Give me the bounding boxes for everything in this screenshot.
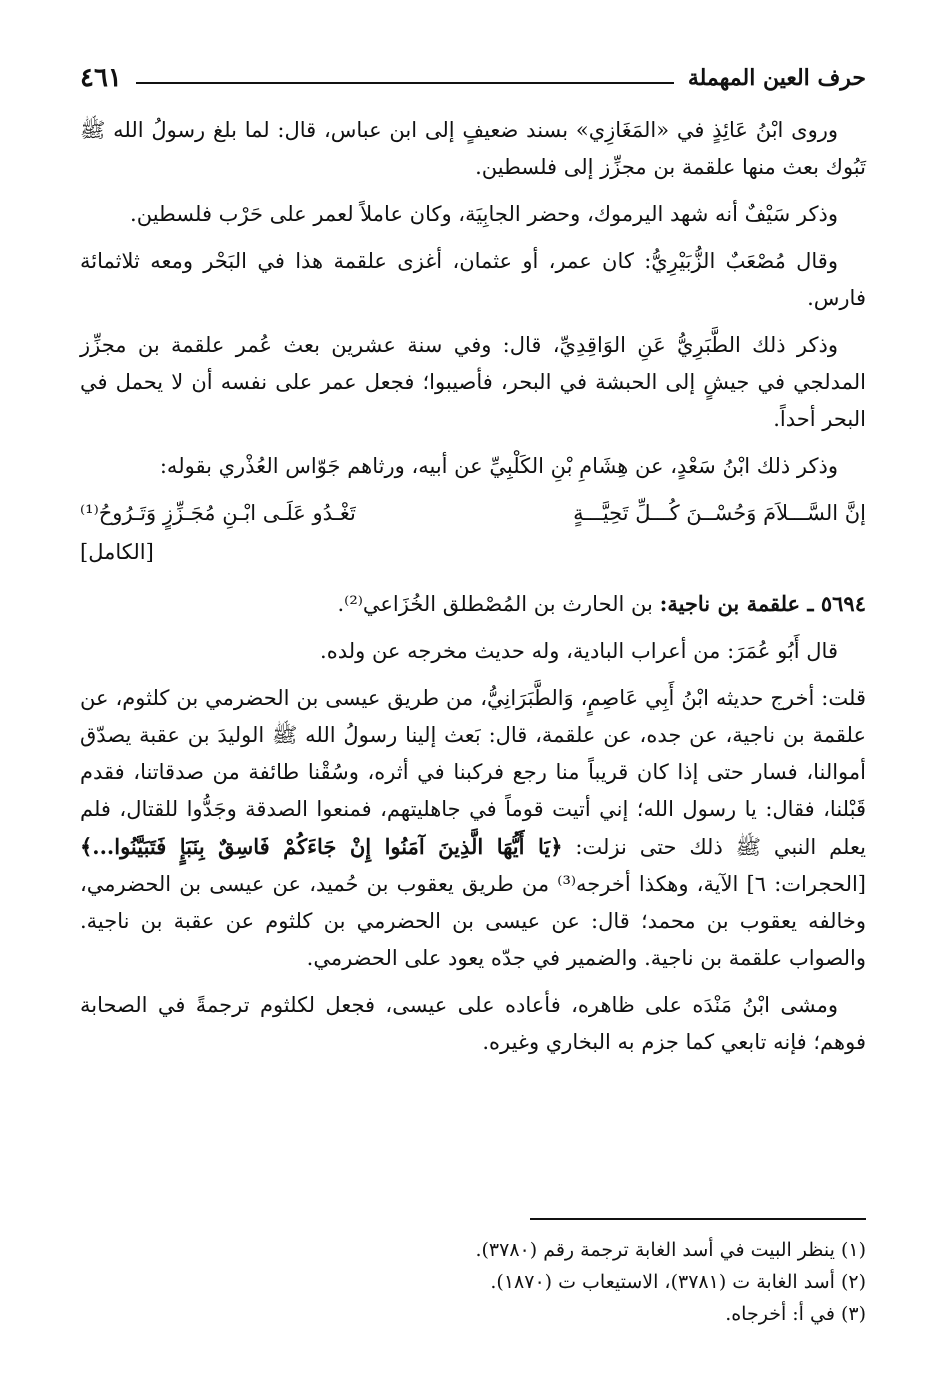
paragraph: قال أَبُو عُمَرَ: من أعراب البادية، وله حديث مخرجه عن ولده. <box>320 639 838 663</box>
entry-number-title: ٥٦٩٤ ـ علقمة بن ناجية: <box>659 591 866 616</box>
footnote: (١) ينظر البيت في أسد الغابة ترجمة رقم (٣٧٨٠). <box>475 1239 866 1261</box>
paragraph: وروى ابْنُ عَائِذٍ في «المَغَازِي» بسند ضعيفٍ إلى ابن عباس، قال: لما بلغ رسولُ الله ﷺ تَبُوك بعث منها علقمة بن مجزِّز إلى فلسطين. <box>80 118 866 179</box>
paragraph-with-quran <box>80 680 866 977</box>
entry-heading-rest: بن الحارث بن المُصْطلق الخُزَاعي⁽²⁾. <box>337 592 653 616</box>
page-number: ٤٦١ <box>80 63 122 93</box>
main-text <box>80 112 866 1071</box>
paragraph-text-after-quran: [الحجرات: ٦] الآية، وهكذا أخرجه⁽³⁾ من طريق يعقوب بن حُميد، عن عيسى بن الحضرمي، وخالفه يعقوب بن محمد؛ قال: عن عيسى بن الحضرمي بن كلثوم عن عقبة بن ناجية. والصواب علقمة بن ناجية. والضمير في جدّه يعود على الحضرمي. <box>80 872 867 970</box>
verse-first-hemistich: إنَّ السَّـــلاَمَ وَحُسْــنَ كُـــلِّ تَحِيَّـــةٍ <box>573 501 866 525</box>
footnote-divider <box>530 1218 866 1220</box>
poetry-verse <box>80 495 866 532</box>
header-rule <box>136 82 674 84</box>
footnote: (٣) في أ: أخرجاه. <box>725 1303 866 1325</box>
paragraph: وذكر ذلك الطَّبَرِيُّ عَنِ الوَاقِدِيِّ، قال: وفي سنة عشرين بعث عُمر علقمة بن مجزِّز المدلجي في جيشٍ إلى الحبشة في البحر، فأصيبوا؛ فجعل عمر على نفسه أن لا يحمل في البحر أحداً. <box>80 333 866 431</box>
paragraph: وذكر سَيْفٌ أنه شهد اليرموك، وحضر الجابِيَة، وكان عاملاً لعمر على حَرْب فلسطين. <box>130 202 838 226</box>
paragraph: وقال مُصْعَبٌ الزُّبَيْرِيُّ: كان عمر، أو عثمان، أغزى علقمة هذا في البَحْر ومعه ثلاثمائة فارس. <box>80 249 866 310</box>
footnotes <box>80 1234 866 1330</box>
paragraph: وذكر ذلك ابْنُ سَعْدٍ، عن هِشَامِ بْنِ الكَلْبِيِّ عن أبيه، ورثاهم جَوّاس العُذْري بقوله: <box>159 454 838 478</box>
verse-second-hemistich: تَغْـدُو عَلَـى ابْـنِ مُجَـزِّزٍ وَتَـرُوحُ⁽¹⁾ <box>80 501 356 525</box>
paragraph-text: قلت: أخرج حديثه ابْنُ أَبِي عَاصِمٍ، وَالطَّبَرَانِيُّ، من طريق عيسى بن الحضرمي بن كلثوم، عن علقمة بن ناجية، عن جده، عن علقمة، قال: بَعث إلينا رسولُ الله ﷺ الوليدَ بن عقبة يصدّق أموالنا، فسار حتى إذا كان قريباً منا رجع فركبنا في أثره، وسُقْنا طائفة من صدقاتنا، فقدم قَبْلنا، فقال: يا رسول الله؛ إني أتيت قوماً في جاهليتهم، فمنعوا الصدقة وجَدُّوا للقتال، فلم يعلم النبي ﷺ ذلك حتى نزلت: <box>80 686 866 859</box>
quran-quote: ﴿يَا أَيُّهَا الَّذِينَ آمَنُوا إِنْ جَاءَكُمْ فَاسِقٌ بِنَبَإٍ فَتَبَيَّنُوا...﴾ <box>80 834 563 859</box>
entry-heading <box>80 585 866 623</box>
running-title: حرف العين المهملة <box>687 65 866 91</box>
footnote: (٢) أسد الغابة ت (٣٧٨١)، الاستيعاب ت (١٨٧٠). <box>490 1271 866 1293</box>
page-header <box>80 56 866 100</box>
paragraph: ومشى ابْنُ مَنْدَه على ظاهره، فأعاده على عيسى، فجعل لكلثوم ترجمةً في الصحابة فوهم؛ فإنه تابعي كما جزم به البخاري وغيره. <box>80 993 866 1054</box>
verse-meter: [الكامل] <box>80 540 154 564</box>
